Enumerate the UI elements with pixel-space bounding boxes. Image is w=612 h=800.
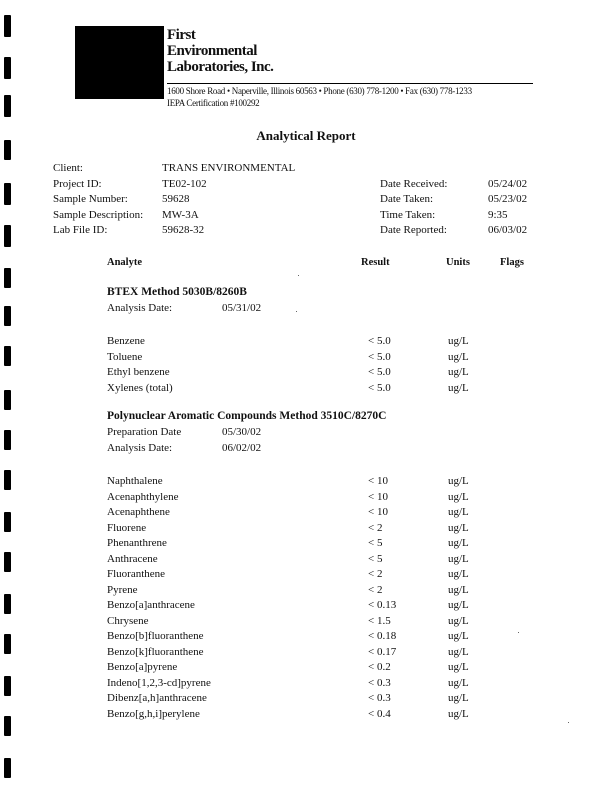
scan-speck (518, 632, 519, 633)
analyte-name: Anthracene (107, 552, 158, 565)
company-name-line: Environmental (167, 43, 257, 59)
analyte-name: Benzo[a]anthracene (107, 599, 195, 611)
table-row (0, 382, 612, 397)
info-value: 05/23/02 (488, 193, 528, 205)
table-row (0, 506, 612, 521)
punch-mark (4, 225, 11, 247)
info-label: Date Reported: (380, 224, 447, 236)
column-header-flags: Flags (500, 257, 524, 268)
info-value: 05/24/02 (488, 177, 528, 190)
result-value: < 5.0 (368, 381, 391, 394)
info-label: Sample Number: (53, 193, 128, 205)
analyte-name: Toluene (107, 350, 143, 363)
info-value: 06/03/02 (488, 224, 528, 236)
column-header-analyte: Analyte (107, 257, 142, 268)
section-title: Polynuclear Aromatic Compounds Method 3510C/8270C (107, 410, 387, 422)
info-value: 9:35 (488, 208, 508, 221)
result-value: < 2 (368, 583, 383, 596)
table-row (0, 351, 612, 366)
analyte-name: Chrysene (107, 614, 149, 627)
date-label: Analysis Date: (107, 441, 173, 454)
column-header-units: Units (446, 257, 470, 268)
letterhead-rule (167, 83, 533, 84)
analyte-name: Naphthalene (107, 475, 163, 487)
result-value: < 2 (368, 521, 383, 534)
units-value: ug/L (448, 692, 469, 704)
info-value: 59628-32 (162, 224, 205, 236)
table-row (0, 677, 612, 692)
date-value: 05/31/02 (222, 302, 262, 314)
date-label: Analysis Date: (107, 302, 173, 314)
units-value: ug/L (448, 537, 469, 549)
units-value: ug/L (448, 335, 469, 347)
units-value: ug/L (448, 645, 469, 658)
table-row (0, 615, 612, 630)
column-header-result: Result (361, 257, 390, 268)
table-row (0, 537, 612, 552)
result-value: < 1.5 (368, 614, 391, 627)
info-label: Project ID: (53, 177, 102, 190)
date-value: 06/02/02 (222, 441, 262, 454)
info-label: Time Taken: (380, 208, 436, 221)
result-value: < 0.17 (368, 645, 397, 658)
punch-mark (4, 183, 11, 205)
result-value: < 5 (368, 552, 383, 565)
units-value: ug/L (448, 614, 469, 627)
result-value: < 0.2 (368, 661, 391, 673)
analyte-name: Acenaphthylene (107, 490, 179, 503)
units-value: ug/L (448, 676, 469, 689)
result-value: < 5.0 (368, 366, 391, 378)
result-value: < 10 (368, 506, 388, 518)
analyte-name: Dibenz[a,h]anthracene (107, 692, 207, 704)
scan-speck (298, 275, 299, 276)
result-value: < 0.3 (368, 676, 391, 689)
company-name-line: First (167, 27, 196, 43)
company-logo (75, 26, 164, 99)
units-value: ug/L (448, 521, 469, 534)
analyte-name: Benzo[g,h,i]perylene (107, 707, 200, 720)
analyte-name: Xylenes (total) (107, 381, 173, 394)
analyte-name: Pyrene (107, 583, 138, 596)
info-label: Client: (53, 162, 83, 174)
table-row (0, 553, 612, 568)
units-value: ug/L (448, 490, 469, 503)
date-label: Preparation Date (107, 426, 182, 438)
units-value: ug/L (448, 552, 469, 565)
result-value: < 5 (368, 537, 383, 549)
table-row (0, 522, 612, 537)
analyte-name: Phenanthrene (107, 537, 167, 549)
report-title: Analytical Report (256, 128, 356, 143)
units-value: ug/L (448, 350, 469, 363)
table-row (0, 335, 612, 350)
result-value: < 2 (368, 568, 383, 580)
result-value: < 0.18 (368, 630, 397, 642)
analyte-name: Benzene (107, 335, 145, 347)
company-contact (167, 85, 472, 109)
punch-mark (4, 758, 11, 778)
units-value: ug/L (448, 381, 469, 394)
scan-speck (296, 311, 297, 312)
table-row (0, 708, 612, 723)
units-value: ug/L (448, 366, 469, 378)
analyte-name: Benzo[a]pyrene (107, 661, 178, 673)
analyte-name: Fluorene (107, 521, 147, 534)
table-row (0, 599, 612, 614)
units-value: ug/L (448, 661, 469, 673)
table-row (0, 646, 612, 661)
result-value: < 10 (368, 490, 388, 503)
info-value: TE02-102 (162, 177, 207, 190)
info-value: TRANS ENVIRONMENTAL (162, 162, 296, 174)
info-value: 59628 (162, 193, 190, 205)
info-label: Date Taken: (380, 193, 434, 205)
table-row (0, 475, 612, 490)
result-value: < 0.3 (368, 692, 391, 704)
units-value: ug/L (448, 568, 469, 580)
punch-mark (4, 430, 11, 450)
table-row (0, 366, 612, 381)
result-value: < 0.4 (368, 707, 391, 720)
result-value: < 0.13 (368, 599, 397, 611)
company-name-line: Laboratories, Inc. (167, 59, 274, 75)
result-value: < 10 (368, 475, 388, 487)
analyte-name: Benzo[b]fluoranthene (107, 630, 204, 642)
punch-mark (4, 95, 11, 117)
table-row (0, 491, 612, 506)
punch-mark (4, 57, 11, 79)
company-name (167, 27, 273, 75)
table-row (0, 584, 612, 599)
units-value: ug/L (448, 583, 469, 596)
info-label: Lab File ID: (53, 224, 108, 236)
section-title: BTEX Method 5030B/8260B (107, 286, 247, 298)
punch-mark (4, 268, 11, 288)
result-value: < 5.0 (368, 335, 391, 347)
info-label: Sample Description: (53, 208, 144, 221)
analyte-name: Indeno[1,2,3-cd]pyrene (107, 676, 211, 689)
table-row (0, 630, 612, 645)
company-address: 1600 Shore Road • Naperville, Illinois 60563 • Phone (630) 778-1200 • Fax (630) 778-1233 (167, 86, 472, 96)
units-value: ug/L (448, 707, 469, 720)
info-value: MW-3A (162, 208, 199, 221)
units-value: ug/L (448, 475, 469, 487)
certification: IEPA Certification #100292 (167, 98, 260, 108)
scan-speck (568, 722, 569, 723)
analyte-name: Ethyl benzene (107, 366, 170, 378)
info-label: Date Received: (380, 177, 448, 190)
table-row (0, 568, 612, 583)
analyte-name: Benzo[k]fluoranthene (107, 645, 204, 658)
date-value: 05/30/02 (222, 426, 262, 438)
punch-mark (4, 306, 11, 326)
table-row (0, 661, 612, 676)
analyte-name: Fluoranthene (107, 568, 166, 580)
units-value: ug/L (448, 599, 469, 611)
table-row (0, 692, 612, 707)
units-value: ug/L (448, 506, 469, 518)
punch-mark (4, 15, 11, 37)
units-value: ug/L (448, 630, 469, 642)
result-value: < 5.0 (368, 350, 391, 363)
analyte-name: Acenaphthene (107, 506, 170, 518)
